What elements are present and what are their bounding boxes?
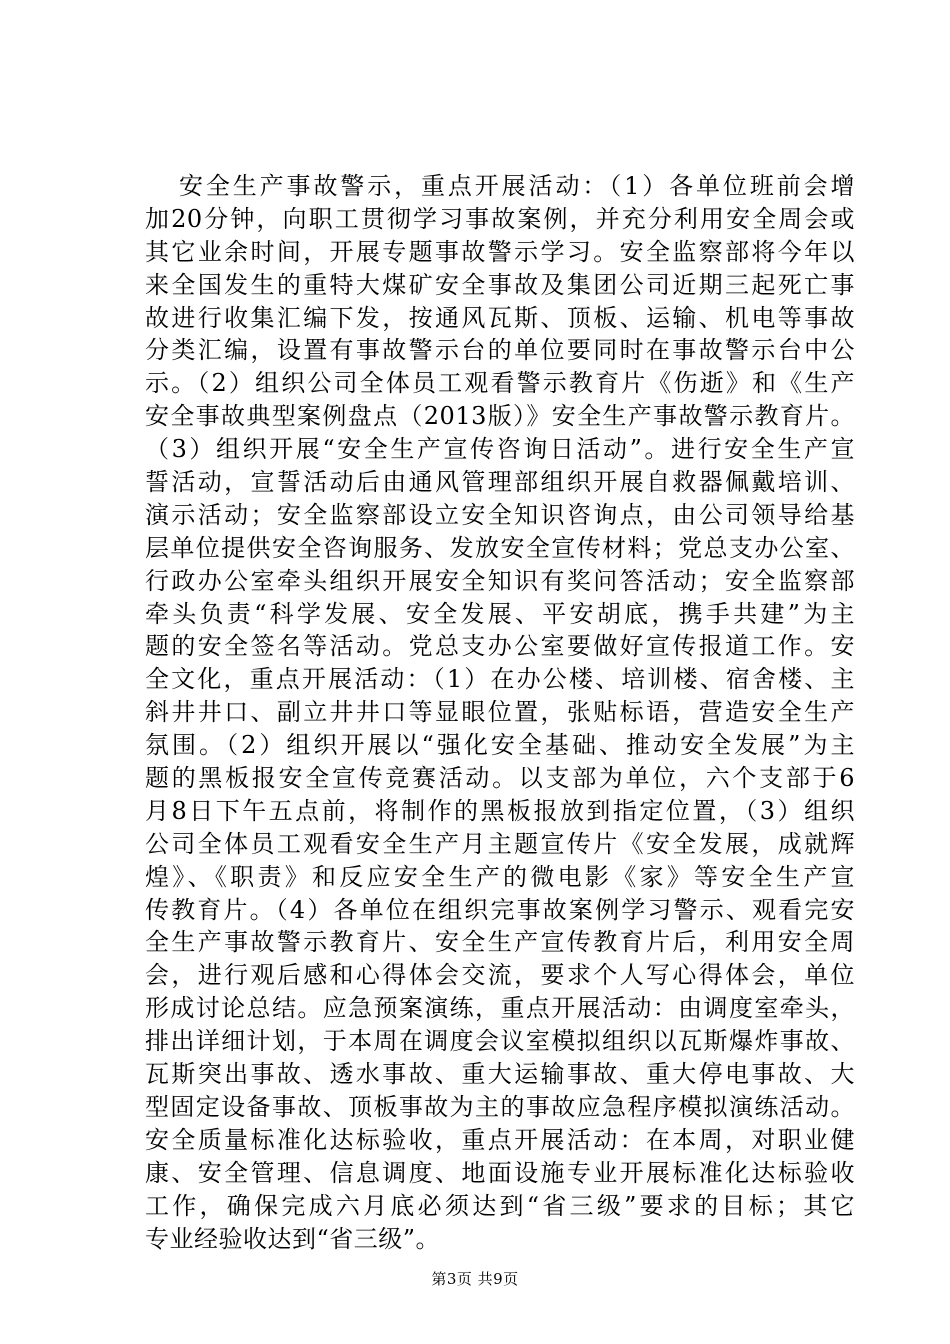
text-line: 来全国发生的重特大煤矿安全事故及集团公司近期三起死亡事 <box>145 270 855 299</box>
text-line: 排出详细计划，于本周在调度会议室模拟组织以瓦斯爆炸事故、 <box>145 1027 855 1056</box>
text-line: 传教育片。（4）各单位在组织完事故案例学习警示、观看完安 <box>145 895 855 924</box>
text-line: 全生产事故警示教育片、安全生产宣传教育片后，利用安全周 <box>145 928 855 957</box>
text-line: 煌》、《职责》和反应安全生产的微电影《家》等安全生产宣 <box>145 862 855 891</box>
body-paragraph <box>145 170 855 1255</box>
text-line: 演示活动；安全监察部设立安全知识咨询点，由公司领导给基 <box>145 500 855 529</box>
text-line: 牵头负责“科学发展、安全发展、平安胡底，携手共建”为主 <box>145 599 855 628</box>
text-line: 氛围。（2）组织开展以“强化安全基础、推动安全发展”为主 <box>145 731 855 760</box>
text-line: 故进行收集汇编下发，按通风瓦斯、顶板、运输、机电等事故 <box>145 303 855 332</box>
text-line: 会，进行观后感和心得体会交流，要求个人写心得体会，单位 <box>145 961 855 990</box>
text-line: 康、安全管理、信息调度、地面设施专业开展标准化达标验收 <box>145 1158 855 1187</box>
text-line: 誓活动，宣誓活动后由通风管理部组织开展自救器佩戴培训、 <box>145 468 855 497</box>
text-line: 加20分钟，向职工贯彻学习事故案例，并充分利用安全周会或 <box>145 204 855 233</box>
text-line: （3）组织开展“安全生产宣传咨询日活动”。进行安全生产宣 <box>145 435 855 464</box>
text-line: 型固定设备事故、顶板事故为主的事故应急程序模拟演练活动。 <box>145 1092 855 1121</box>
text-line: 斜井井口、副立井井口等显眼位置，张贴标语，营造安全生产 <box>145 698 855 727</box>
text-line: 全文化，重点开展活动：（1）在办公楼、培训楼、宿舍楼、主 <box>145 665 855 694</box>
text-line: 形成讨论总结。应急预案演练，重点开展活动：由调度室牵头， <box>145 994 855 1023</box>
text-line: 工作，确保完成六月底必须达到“省三级”要求的目标；其它 <box>145 1191 855 1220</box>
text-line: 题的黑板报安全宣传竞赛活动。以支部为单位，六个支部于6 <box>145 764 855 793</box>
page-number-footer: 第3页 共9页 <box>431 1270 519 1288</box>
text-line: 示。（2）组织公司全体员工观看警示教育片《伤逝》和《生产 <box>145 369 855 398</box>
text-line: 其它业余时间，开展专题事故警示学习。安全监察部将今年以 <box>145 237 855 266</box>
text-line: 专业经验收达到“省三级”。 <box>145 1224 441 1253</box>
text-line: 题的安全签名等活动。党总支办公室要做好宣传报道工作。安 <box>145 632 855 661</box>
text-line: 层单位提供安全咨询服务、发放安全宣传材料；党总支办公室、 <box>145 533 855 562</box>
text-line: 安全质量标准化达标验收，重点开展活动：在本周，对职业健 <box>145 1125 855 1154</box>
text-line: 瓦斯突出事故、透水事故、重大运输事故、重大停电事故、大 <box>145 1060 855 1089</box>
text-line: 安全事故典型案例盘点（2013版）》安全生产事故警示教育片。 <box>145 402 855 431</box>
text-line: 月8日下午五点前，将制作的黑板报放到指定位置，（3）组织 <box>145 796 855 825</box>
text-line: 分类汇编，设置有事故警示台的单位要同时在事故警示台中公 <box>145 336 855 365</box>
text-line: 行政办公室牵头组织开展安全知识有奖问答活动；安全监察部 <box>145 566 855 595</box>
text-line: 安全生产事故警示，重点开展活动：（1）各单位班前会增 <box>179 172 855 200</box>
text-line: 公司全体员工观看安全生产月主题宣传片《安全发展，成就辉 <box>145 829 855 858</box>
